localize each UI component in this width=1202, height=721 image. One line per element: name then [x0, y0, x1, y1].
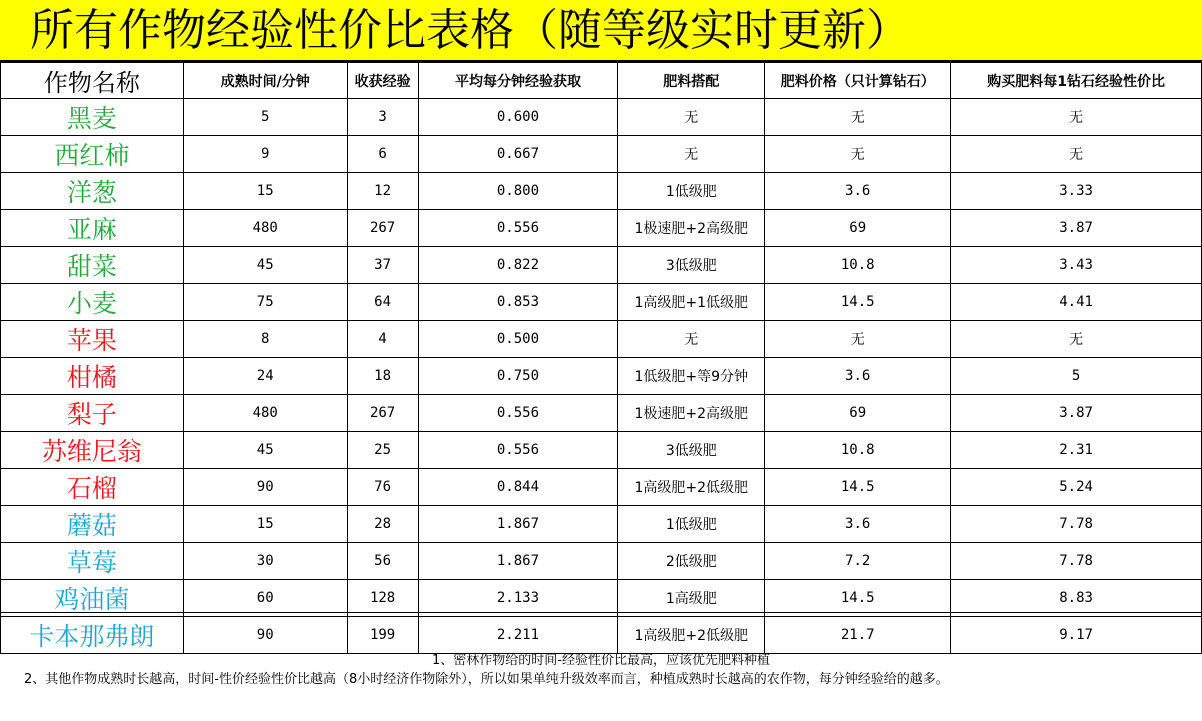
- exp-ratio-cell: 3.33: [951, 173, 1202, 210]
- crop-name-cell: 草莓: [1, 543, 184, 580]
- table-row: [1, 395, 1202, 432]
- exp-ratio-cell: 7.78: [951, 543, 1202, 580]
- exp-ratio-cell: 4.41: [951, 284, 1202, 321]
- fertilizer-combo-cell: 1高级肥+1低级肥: [618, 284, 765, 321]
- fertilizer-combo-cell: 3低级肥: [618, 432, 765, 469]
- avg-exp-cell: 0.853: [418, 284, 618, 321]
- crop-name-cell: 西红柿: [1, 136, 184, 173]
- avg-exp-cell: 2.211: [418, 617, 618, 654]
- mature-time-cell: 480: [183, 210, 347, 247]
- harvest-exp-cell: 64: [347, 284, 418, 321]
- mature-time-cell: 15: [183, 506, 347, 543]
- table-row: [1, 173, 1202, 210]
- exp-ratio-cell: 8.83: [951, 580, 1202, 617]
- crop-name-cell: 苹果: [1, 321, 184, 358]
- fertilizer-combo-cell: 1高级肥: [618, 580, 765, 617]
- avg-exp-cell: 0.844: [418, 469, 618, 506]
- crop-name-cell: 鸡油菌: [1, 580, 184, 617]
- exp-ratio-cell: 9.17: [951, 617, 1202, 654]
- fertilizer-price-cell: 无: [765, 136, 951, 173]
- fertilizer-price-cell: 10.8: [765, 432, 951, 469]
- fertilizer-combo-cell: 无: [618, 136, 765, 173]
- crop-name-cell: 梨子: [1, 395, 184, 432]
- mature-time-cell: 5: [183, 99, 347, 136]
- harvest-exp-cell: 25: [347, 432, 418, 469]
- table-row: [1, 136, 1202, 173]
- harvest-exp-cell: 4: [347, 321, 418, 358]
- crop-name-cell: 小麦: [1, 284, 184, 321]
- crop-name-cell: 卡本那弗朗: [1, 617, 184, 654]
- harvest-exp-cell: 76: [347, 469, 418, 506]
- exp-ratio-cell: 无: [951, 321, 1202, 358]
- fertilizer-price-cell: 21.7: [765, 617, 951, 654]
- harvest-exp-cell: 3: [347, 99, 418, 136]
- fertilizer-combo-cell: 1高级肥+2低级肥: [618, 617, 765, 654]
- table-row: [1, 469, 1202, 506]
- mature-time-cell: 30: [183, 543, 347, 580]
- crop-name-cell: 蘑菇: [1, 506, 184, 543]
- fertilizer-price-cell: 14.5: [765, 580, 951, 617]
- avg-exp-cell: 0.556: [418, 210, 618, 247]
- exp-ratio-cell: 无: [951, 136, 1202, 173]
- table-row: [1, 358, 1202, 395]
- fertilizer-combo-cell: 1低级肥: [618, 506, 765, 543]
- avg-exp-cell: 0.600: [418, 99, 618, 136]
- crop-name-cell: 苏维尼翁: [1, 432, 184, 469]
- harvest-exp-cell: 56: [347, 543, 418, 580]
- exp-ratio-cell: 3.43: [951, 247, 1202, 284]
- exp-ratio-cell: 5: [951, 358, 1202, 395]
- mature-time-cell: 45: [183, 247, 347, 284]
- crop-name-cell: 甜菜: [1, 247, 184, 284]
- avg-exp-cell: 0.750: [418, 358, 618, 395]
- fertilizer-combo-cell: 1低级肥+等9分钟: [618, 358, 765, 395]
- fertilizer-price-cell: 3.6: [765, 506, 951, 543]
- harvest-exp-cell: 6: [347, 136, 418, 173]
- header-harvest-exp: 收获经验: [347, 63, 418, 99]
- fertilizer-price-cell: 无: [765, 99, 951, 136]
- exp-ratio-cell: 3.87: [951, 210, 1202, 247]
- fertilizer-combo-cell: 3低级肥: [618, 247, 765, 284]
- notes-section: [0, 612, 1202, 721]
- crop-name-cell: 亚麻: [1, 210, 184, 247]
- harvest-exp-cell: 28: [347, 506, 418, 543]
- table-header-row: [1, 63, 1202, 99]
- exp-ratio-cell: 3.87: [951, 395, 1202, 432]
- mature-time-cell: 75: [183, 284, 347, 321]
- mature-time-cell: 24: [183, 358, 347, 395]
- fertilizer-price-cell: 69: [765, 395, 951, 432]
- table-row: [1, 247, 1202, 284]
- harvest-exp-cell: 37: [347, 247, 418, 284]
- harvest-exp-cell: 199: [347, 617, 418, 654]
- avg-exp-cell: 0.556: [418, 432, 618, 469]
- exp-ratio-cell: 5.24: [951, 469, 1202, 506]
- avg-exp-cell: 0.822: [418, 247, 618, 284]
- fertilizer-combo-cell: 2低级肥: [618, 543, 765, 580]
- mature-time-cell: 60: [183, 580, 347, 617]
- avg-exp-cell: 2.133: [418, 580, 618, 617]
- harvest-exp-cell: 18: [347, 358, 418, 395]
- mature-time-cell: 480: [183, 395, 347, 432]
- fertilizer-price-cell: 14.5: [765, 284, 951, 321]
- table-row: [1, 432, 1202, 469]
- crop-name-cell: 洋葱: [1, 173, 184, 210]
- fertilizer-combo-cell: 1低级肥: [618, 173, 765, 210]
- harvest-exp-cell: 267: [347, 210, 418, 247]
- fertilizer-price-cell: 7.2: [765, 543, 951, 580]
- title-bar: [0, 0, 1202, 62]
- fertilizer-combo-cell: 1高级肥+2低级肥: [618, 469, 765, 506]
- mature-time-cell: 45: [183, 432, 347, 469]
- note-2: 2、其他作物成熟时长越高，时间-性价经验性价比越高（8小时经济作物除外），所以如果单纯升级效率而言，种植成熟时长越高的农作物，每分钟经验给的越多。: [24, 672, 949, 687]
- table-row: [1, 543, 1202, 580]
- harvest-exp-cell: 128: [347, 580, 418, 617]
- crop-name-cell: 柑橘: [1, 358, 184, 395]
- table-row: [1, 506, 1202, 543]
- fertilizer-price-cell: 无: [765, 321, 951, 358]
- exp-ratio-cell: 2.31: [951, 432, 1202, 469]
- mature-time-cell: 8: [183, 321, 347, 358]
- table-row: [1, 210, 1202, 247]
- table-row: [1, 321, 1202, 358]
- fertilizer-combo-cell: 无: [618, 321, 765, 358]
- avg-exp-cell: 0.667: [418, 136, 618, 173]
- avg-exp-cell: 0.556: [418, 395, 618, 432]
- mature-time-cell: 90: [183, 617, 347, 654]
- header-mature-time: 成熟时间/分钟: [183, 63, 347, 99]
- mature-time-cell: 15: [183, 173, 347, 210]
- exp-ratio-cell: 7.78: [951, 506, 1202, 543]
- crop-table-body: [1, 63, 1202, 654]
- header-crop-name: 作物名称: [1, 63, 184, 99]
- fertilizer-price-cell: 10.8: [765, 247, 951, 284]
- fertilizer-price-cell: 14.5: [765, 469, 951, 506]
- header-fertilizer-combo: 肥料搭配: [618, 63, 765, 99]
- avg-exp-cell: 1.867: [418, 543, 618, 580]
- avg-exp-cell: 1.867: [418, 506, 618, 543]
- header-fertilizer-price: 肥料价格（只计算钻石）: [765, 63, 951, 99]
- exp-ratio-cell: 无: [951, 99, 1202, 136]
- note-1: 1、密林作物给的时间-经验性价比最高，应该优先肥料种植: [432, 653, 770, 668]
- crop-name-cell: 黑麦: [1, 99, 184, 136]
- header-exp-per-diamond: 购买肥料每1钻石经验性价比: [951, 63, 1202, 99]
- table-row: [1, 580, 1202, 617]
- crop-table: [0, 62, 1202, 654]
- fertilizer-price-cell: 3.6: [765, 173, 951, 210]
- avg-exp-cell: 0.800: [418, 173, 618, 210]
- fertilizer-combo-cell: 1极速肥+2高级肥: [618, 395, 765, 432]
- table-row: [1, 99, 1202, 136]
- table-row: [1, 284, 1202, 321]
- header-avg-exp-per-min: 平均每分钟经验获取: [418, 63, 618, 99]
- fertilizer-combo-cell: 无: [618, 99, 765, 136]
- harvest-exp-cell: 267: [347, 395, 418, 432]
- fertilizer-price-cell: 3.6: [765, 358, 951, 395]
- fertilizer-price-cell: 69: [765, 210, 951, 247]
- page-title: 所有作物经验性价比表格（随等级实时更新）: [30, 5, 910, 56]
- avg-exp-cell: 0.500: [418, 321, 618, 358]
- fertilizer-combo-cell: 1极速肥+2高级肥: [618, 210, 765, 247]
- crop-name-cell: 石榴: [1, 469, 184, 506]
- harvest-exp-cell: 12: [347, 173, 418, 210]
- mature-time-cell: 90: [183, 469, 347, 506]
- mature-time-cell: 9: [183, 136, 347, 173]
